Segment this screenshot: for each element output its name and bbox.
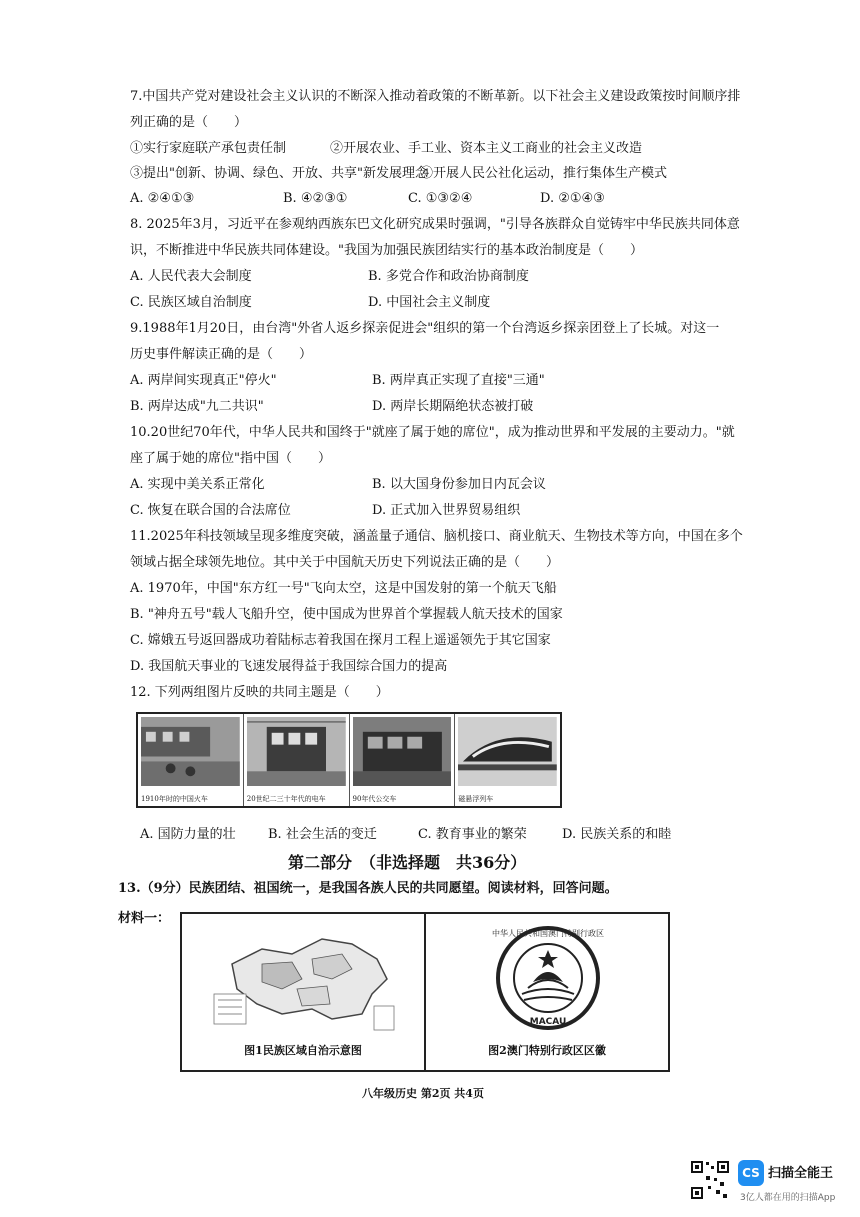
q8-stem-line2: 识，不断推进中华民族共同体建设。"我国为加强民族团结实行的基本政治制度是（ ） bbox=[130, 243, 643, 258]
figure-2 bbox=[426, 914, 668, 1070]
q7-option-d: D. ②①④③ bbox=[540, 191, 605, 206]
q12-option-d: D. 民族关系的和睦 bbox=[562, 827, 672, 842]
q11-option-a: A. 1970年，中国"东方红一号"飞向太空，这是中国发射的第一个航天飞船 bbox=[130, 581, 557, 596]
q10-stem-line2: 座了属于她的席位"指中国（ ） bbox=[130, 451, 331, 466]
figure-2-caption: 图2澳门特别行政区区徽 bbox=[488, 1044, 606, 1057]
q7-option-a: A. ②④①③ bbox=[130, 191, 195, 206]
macau-emblem-illustration bbox=[478, 920, 618, 1038]
photo-caption-4: 磁悬浮列车 bbox=[458, 795, 494, 803]
q11-option-b: B. "神舟五号"载人飞船升空，使中国成为世界首个掌握载人航天技术的国家 bbox=[130, 607, 563, 622]
q7-item-2: ②开展农业、手工业、资本主义工商业的社会主义改造 bbox=[330, 141, 643, 156]
camscanner-tagline: 3亿人都在用的扫描App bbox=[740, 1193, 836, 1203]
photo-caption-1: 1910年时的中国火车 bbox=[141, 795, 208, 803]
q8-option-a: A. 人民代表大会制度 bbox=[130, 269, 252, 284]
emblem-top-text: 中华人民共和国澳门特别行政区 bbox=[492, 929, 604, 938]
figure-1-caption: 图1民族区域自治示意图 bbox=[244, 1044, 362, 1057]
q7-item-1: ①实行家庭联产承包责任制 bbox=[130, 141, 287, 156]
q10-stem-line1: 10.20世纪70年代，中华人民共和国终于"就座了属于她的席位"，成为推动世界和平发展的主要动力。"就 bbox=[130, 425, 735, 440]
material-1-label: 材料一： bbox=[118, 911, 171, 926]
photo-maglev bbox=[455, 714, 560, 806]
q9-option-b: B. 两岸真正实现了直接"三通" bbox=[372, 373, 545, 388]
q9-stem-line2: 历史事件解读正确的是（ ） bbox=[130, 347, 313, 362]
q11-stem-line1: 11.2025年科技领域呈现多维度突破，涵盖量子通信、脑机接口、商业航天、生物技术等方向，中国在多个 bbox=[130, 529, 743, 544]
china-map-illustration bbox=[202, 924, 402, 1034]
q7-option-b: B. ④②③① bbox=[283, 191, 348, 206]
camscanner-logo-icon: CS bbox=[738, 1160, 764, 1186]
photo-caption-3: 90年代公交车 bbox=[352, 795, 397, 803]
camscanner-name: 扫描全能王 bbox=[768, 1166, 834, 1181]
q11-option-d: D. 我国航天事业的飞速发展得益于我国综合国力的提高 bbox=[130, 659, 448, 674]
qr-code-icon bbox=[690, 1160, 730, 1200]
q7-option-c: C. ①③②④ bbox=[408, 191, 473, 206]
q13-stem: 13.（9分）民族团结、祖国统一，是我国各族人民的共同愿望。阅读材料，回答问题。 bbox=[118, 881, 618, 896]
q10-option-c: C. 恢复在联合国的合法席位 bbox=[130, 503, 291, 518]
photo-caption-2: 20世纪二三十年代的电车 bbox=[246, 795, 326, 803]
q12-photo-strip bbox=[136, 712, 562, 808]
section-2-title: 第二部分 （非选择题 共36分） bbox=[288, 853, 527, 872]
photo-tram bbox=[244, 714, 350, 806]
q9-stem-line1: 9.1988年1月20日，由台湾"外省人返乡探亲促进会"组织的第一个台湾返乡探亲团登上了长城。对这一 bbox=[130, 321, 720, 336]
q8-stem-line1: 8. 2025年3月，习近平在参观纳西族东巴文化研究成果时强调，"引导各族群众自觉铸牢中华民族共同体意 bbox=[130, 217, 740, 232]
q12-option-a: A. 国防力量的壮 bbox=[140, 827, 236, 842]
q7-stem-line1: 7.中国共产党对建设社会主义认识的不断深入推动着政策的不断革新。以下社会主义建设政策按时间顺序排 bbox=[130, 89, 741, 104]
q9-option-d: D. 两岸长期隔绝状态被打破 bbox=[372, 399, 534, 414]
q11-stem-line2: 领域占据全球领先地位。其中关于中国航天历史下列说法正确的是（ ） bbox=[130, 555, 560, 570]
q12-option-b: B. 社会生活的变迁 bbox=[268, 827, 377, 842]
q12-option-c: C. 教育事业的繁荣 bbox=[418, 827, 527, 842]
q7-stem-line2: 列正确的是（ ） bbox=[130, 115, 248, 130]
photo-bus bbox=[350, 714, 456, 806]
q9-option-c: B. 两岸达成"九二共识" bbox=[130, 399, 264, 414]
q10-option-b: B. 以大国身份参加日内瓦会议 bbox=[372, 477, 546, 492]
photo-old-train bbox=[138, 714, 244, 806]
figure-1 bbox=[182, 914, 426, 1070]
page-footer: 八年级历史 第2页 共4页 bbox=[362, 1087, 484, 1100]
q10-option-a: A. 实现中美关系正常化 bbox=[130, 477, 265, 492]
q8-option-c: C. 民族区域自治制度 bbox=[130, 295, 252, 310]
q12-stem: 12. 下列两组图片反映的共同主题是（ ） bbox=[130, 685, 389, 700]
material-1-figures bbox=[180, 912, 670, 1072]
q8-option-d: D. 中国社会主义制度 bbox=[368, 295, 491, 310]
q11-option-c: C. 嫦娥五号返回器成功着陆标志着我国在探月工程上遥遥领先于其它国家 bbox=[130, 633, 551, 648]
emblem-bottom-text: MACAU bbox=[529, 1017, 567, 1027]
q10-option-d: D. 正式加入世界贸易组织 bbox=[372, 503, 521, 518]
q7-item-3: ③提出"创新、协调、绿色、开放、共享"新发展理念 bbox=[130, 166, 428, 181]
q7-item-4: ④开展人民公社化运动，推行集体生产模式 bbox=[420, 166, 668, 181]
q8-option-b: B. 多党合作和政治协商制度 bbox=[368, 269, 529, 284]
q9-option-a: A. 两岸间实现真正"停火" bbox=[130, 373, 277, 388]
